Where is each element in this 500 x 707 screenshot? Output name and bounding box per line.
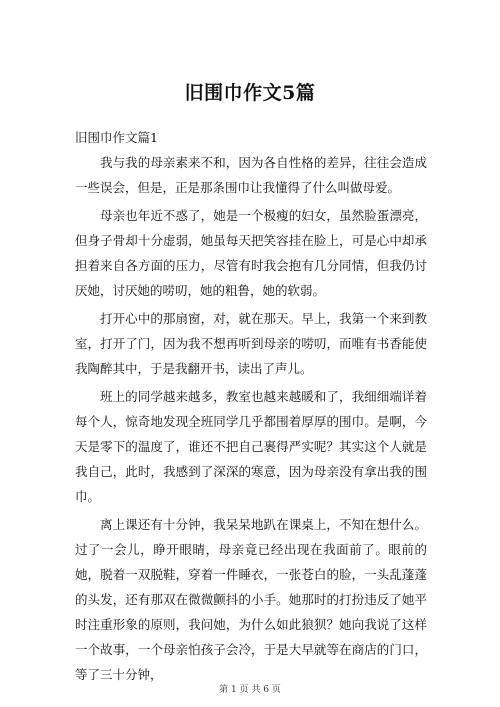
paragraph: 班上的同学越来越多，教室也越来越暖和了，我细细端详着每个人，惊奇地发现全班同学几乎都围着厚厚的围巾。是啊，今天是零下的温度了，谁还不把自己裹得严实呢？其实这个人就是我自己，此时，我感到了深深的寒意，因为母亲没有拿出我的围巾。 xyxy=(75,389,427,504)
paragraph: 我与我的母亲素来不和，因为各自性格的差异，往往会造成一些误会，但是，正是那条围巾让我懂得了什么叫做母爱。 xyxy=(75,155,427,195)
document-title: 旧围巾作文5篇 xyxy=(184,82,316,104)
paragraph: 母亲也年近不惑了，她是一个极瘦的妇女，虽然脸蛋漂亮，但身子骨却十分虚弱，她虽每天把笑容挂在脸上，可是心中却承担着来自各方面的压力，尽管有时我会抱有几分同情，但我仍讨厌她，讨厌她的唠叨，她的粗鲁，她的软弱。 xyxy=(75,208,427,298)
paragraph: 打开心中的那扇窗，对，就在那天。早上，我第一个来到教室，打开了门，因为我不想再听到母亲的唠叨，而唯有书香能使我陶醉其中，于是我翻开书，读出了声儿。 xyxy=(75,311,427,376)
page-number-footer: 第 1 页 共 6 页 xyxy=(219,685,281,695)
section-heading: 旧围巾作文篇1 xyxy=(75,130,158,145)
paragraph: 离上课还有十分钟，我呆呆地趴在课桌上，不知在想什么。过了一会儿，睁开眼睛，母亲竟已经出现在我面前了。眼前的她，脱着一双脱鞋，穿着一件睡衣，一张苍白的脸，一头乱蓬蓬的头发，还有那双在微微颤抖的小手。她那时的打扮违反了她平时注重形象的原则，我问她，为什么如此狼狈？她向我说了这样一个故事，一个母亲怕孩子会冷，于是大早就等在商店的门口，等了三十分钟， xyxy=(75,517,427,682)
body-text xyxy=(75,150,427,690)
